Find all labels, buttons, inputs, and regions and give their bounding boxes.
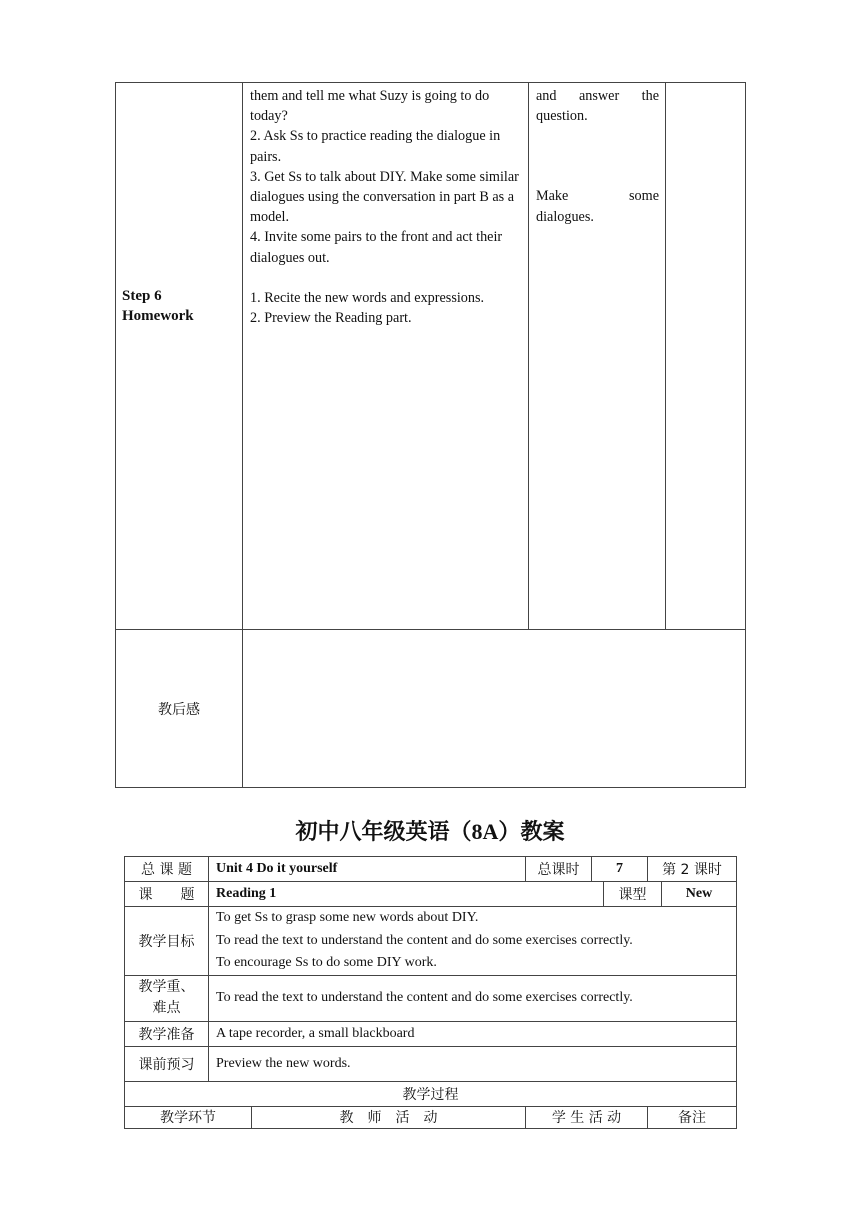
page-title xyxy=(0,817,860,848)
lesson-value: Reading 1 xyxy=(209,882,604,907)
step-cell xyxy=(116,83,243,630)
objective-3: To encourage Ss to do some DIY work. xyxy=(216,955,437,970)
objective-1: To get Ss to grasp some new words about DIY. xyxy=(216,910,479,925)
teacher-line-2: 2. Ask Ss to practice reading the dialogue in pairs. xyxy=(250,128,501,165)
notes-cell xyxy=(666,83,746,630)
lesson-label: 课 题 xyxy=(125,882,209,907)
col-notes-header: 备注 xyxy=(648,1106,737,1128)
prep-value: A tape recorder, a small blackboard xyxy=(209,1021,737,1046)
type-label: 课型 xyxy=(604,882,662,907)
type-value: New xyxy=(662,882,737,907)
title-text: 初中八年级英语 xyxy=(295,820,450,845)
lesson-info-table xyxy=(124,856,737,1129)
col-teacher-header: 教 师 活 动 xyxy=(252,1106,526,1128)
total-periods-label: 总课时 xyxy=(526,857,592,882)
teacher-line-3: 3. Get Ss to talk about DIY. Make some similar dialogues using the conversation in part B as a model. xyxy=(250,168,519,226)
title-suffix: 教案 xyxy=(520,820,565,845)
col-student-header: 学 生 活 动 xyxy=(526,1106,648,1128)
teacher-activity-cell xyxy=(243,83,529,630)
objectives-label: 教学目标 xyxy=(125,907,209,976)
step-number: Step 6 xyxy=(122,288,162,304)
title-class: （8A） xyxy=(449,819,521,844)
student-activity-cell xyxy=(529,83,666,630)
student-line-1a: and answer the xyxy=(536,88,659,104)
lesson-step-table xyxy=(115,82,746,788)
homework-line-1: 1. Recite the new words and expressions. xyxy=(250,289,485,306)
preview-label: 课前预习 xyxy=(125,1046,209,1081)
preview-value: Preview the new words. xyxy=(209,1046,737,1081)
period-label: 第 2 课时 xyxy=(648,857,737,882)
reflection-label: 教后感 xyxy=(116,630,243,788)
prep-label: 教学准备 xyxy=(125,1021,209,1046)
teacher-line-4: 4. Invite some pairs to the front and act their dialogues out. xyxy=(250,229,503,266)
keypoints-label: 教学重、 难点 xyxy=(125,975,209,1021)
process-label: 教学过程 xyxy=(125,1081,737,1106)
objective-2: To read the text to understand the content and do some exercises correctly. xyxy=(216,932,633,948)
student-line-2a: Make some xyxy=(536,188,659,205)
homework-line-2: 2. Preview the Reading part. xyxy=(250,310,412,327)
objectives-cell xyxy=(209,907,737,976)
student-line-2b: dialogues. xyxy=(536,208,594,225)
step-label xyxy=(122,286,236,326)
keypoints-value: To read the text to understand the content and do some exercises correctly. xyxy=(209,975,737,1021)
topic-value: Unit 4 Do it yourself xyxy=(209,857,526,882)
col-step-header: 教学环节 xyxy=(125,1106,252,1128)
total-periods-value: 7 xyxy=(592,857,648,882)
student-line-1b: question. xyxy=(536,108,588,125)
teacher-line-1: them and tell me what Suzy is going to do today? xyxy=(250,88,490,125)
topic-label: 总 课 题 xyxy=(125,857,209,882)
reflection-cell xyxy=(243,630,746,788)
step-name: Homework xyxy=(122,308,194,324)
